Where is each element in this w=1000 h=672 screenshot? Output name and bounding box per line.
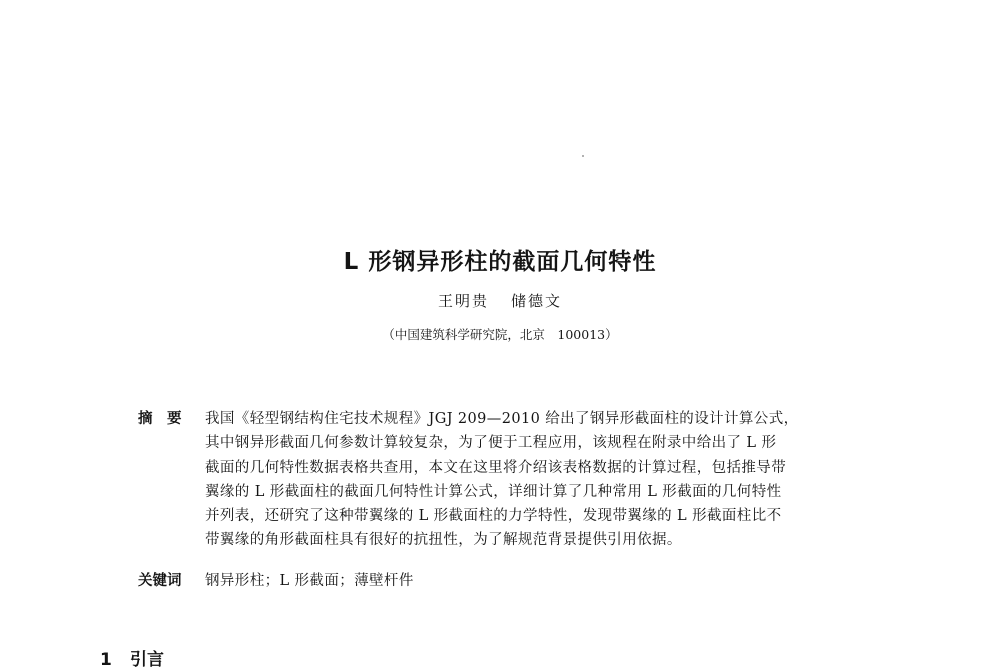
- abstract-line: 其中钢异形截面几何参数计算较复杂，为了便于工程应用，该规程在附录中给出了 L 形: [205, 435, 777, 452]
- section-number: 1: [100, 650, 112, 671]
- abstract-text: [205, 407, 925, 553]
- abstract-line: 并列表，还研究了这种带翼缘的 L 形截面柱的力学特性，发现带翼缘的 L 形截面柱比不: [205, 508, 782, 525]
- abstract-line: 带翼缘的角形截面柱具有很好的抗扭性，为了解规范背景提供引用依据。: [205, 532, 682, 549]
- keywords-text: 钢异形柱；L 形截面；薄壁杆件: [205, 573, 414, 589]
- author-name: 王明贵: [437, 292, 489, 310]
- section-title: 引言: [130, 650, 164, 671]
- keywords-label: 关键词: [138, 573, 182, 589]
- abstract-line: 我国《轻型钢结构住宅技术规程》JGJ 209—2010 给出了钢异形截面柱的设计计算公式，: [205, 411, 799, 427]
- abstract-line: 截面的几何特性数据表格共查用，本文在这里将介绍该表格数据的计算过程，包括推导带: [205, 459, 787, 476]
- author-list: [0, 290, 1000, 311]
- paper-title: L 形钢异形柱的截面几何特性: [343, 249, 657, 276]
- abstract-line: 翼缘的 L 形截面柱的截面几何特性计算公式，详细计算了几种常用 L 形截面的几何特性: [205, 483, 782, 500]
- scan-speck: [582, 155, 584, 157]
- abstract-label: 摘 要: [138, 411, 182, 427]
- author-name: 储德文: [511, 292, 563, 310]
- affiliation: （中国建筑科学研究院，北京 100013）: [382, 327, 618, 342]
- section-heading: [100, 648, 164, 672]
